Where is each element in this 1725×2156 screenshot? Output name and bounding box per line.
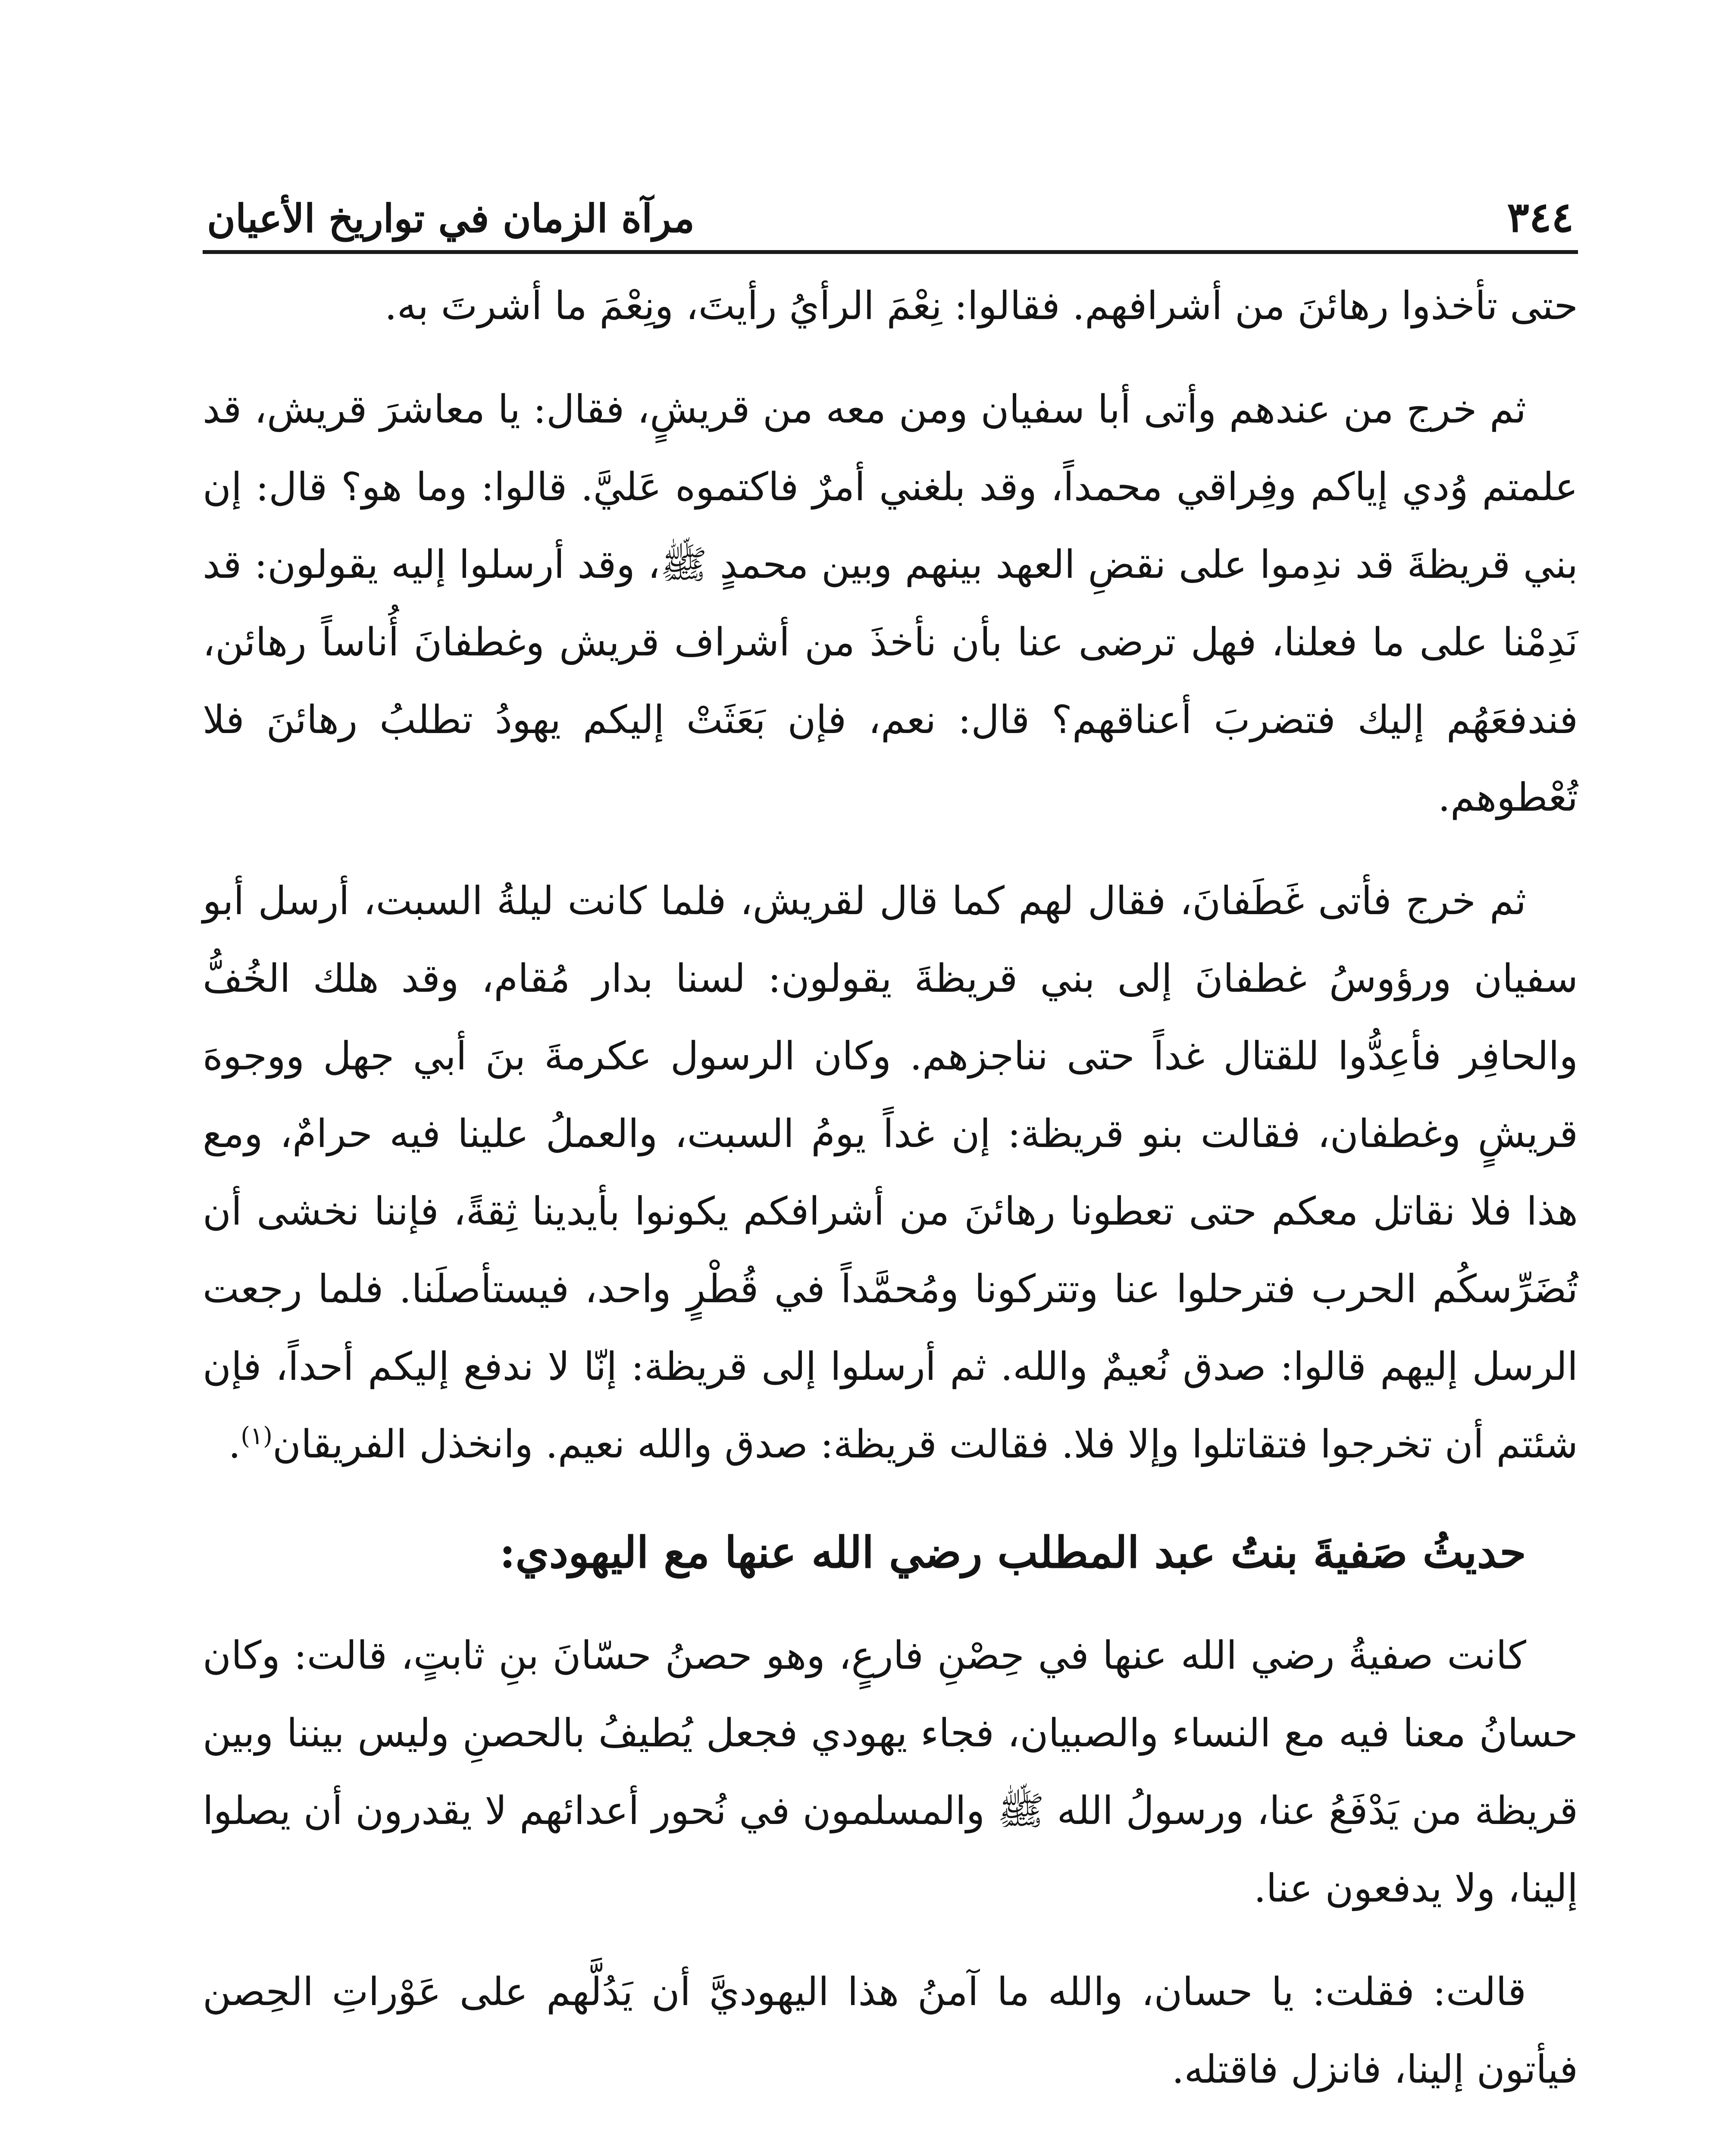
paragraph-3-end: . bbox=[228, 1422, 241, 1467]
paragraph-1: حتى تأخذوا رهائنَ من أشرافهم. فقالوا: نِعْمَ الرأيُ رأيتَ، ونِعْمَ ما أشرتَ به. bbox=[385, 283, 1578, 329]
page-header bbox=[203, 164, 1578, 254]
running-title: مرآة الزمان في تواريخ الأعيان bbox=[207, 196, 695, 241]
paragraph-3 bbox=[203, 862, 1578, 1483]
book-page bbox=[203, 164, 1578, 2156]
paragraph-4: كانت صفيةُ رضي الله عنها في حِصْنِ فارعٍ، وهو حصنُ حسّانَ بنِ ثابتٍ، قالت: وكان حسانُ معنا فيه مع النساء والصبيان، فجاء يهودي فجعل يُطيفُ بالحصنِ وليس بيننا وبين قريظة من يَدْفَعُ عنا، ورسولُ الله ﷺ والمسلمون في نُحور أعدائهم لا يقدرون أن يصلوا إلينا، ولا يدفعون عنا. bbox=[203, 1633, 1578, 1911]
paragraph-5: قالت: فقلت: يا حسان، والله ما آمنُ هذا اليهوديَّ أن يَدُلَّهم على عَوْراتِ الحِصن فيأتون إلينا، فانزل فاقتله. bbox=[203, 1969, 1578, 2092]
footnote-reference: (١) bbox=[241, 1422, 273, 1450]
page-body bbox=[203, 267, 1578, 2134]
section-heading: حديثُ صَفيةَ بنتُ عبد المطلب رضي الله عنها مع اليهودي: bbox=[499, 1527, 1526, 1578]
page-number: ٣٤٤ bbox=[1507, 193, 1574, 241]
paragraph-3-text: ثم خرج فأتى غَطَفانَ، فقال لهم كما قال لقريش، فلما كانت ليلةُ السبت، أرسل أبو سفيان ورؤوسُ غطفانَ إلى بني قريظةَ يقولون: لسنا بدار مُقام، وقد هلك الخُفُّ والحافِر فأعِدُّوا للقتال غداً حتى نناجزهم. وكان الرسول عكرمةَ بنَ أبي جهل ووجوهَ قريشٍ وغطفان، فقالت بنو قريظة: إن غداً يومُ السبت، والعملُ علينا فيه حرامٌ، ومع هذا فلا نقاتل معكم حتى تعطونا رهائنَ من أشرافكم يكونوا بأيدينا ثِقةً، فإننا نخشى أن تُضَرِّسكُم الحرب فترحلوا عنا وتتركونا ومُحمَّداً في قُطْرٍ واحد، فيستأصلَنا. فلما رجعت الرسل إليهم قالوا: صدق نُعيمٌ والله. ثم أرسلوا إلى قريظة: إنّا لا ندفع إليكم أحداً، فإن شئتم أن تخرجوا فتقاتلوا وإلا فلا. فقالت قريظة: صدق والله نعيم. وانخذل الفريقان bbox=[203, 878, 1578, 1467]
paragraph-2: ثم خرج من عندهم وأتى أبا سفيان ومن معه من قريشٍ، فقال: يا معاشرَ قريش، قد علمتم وُدي إياكم وفِراقي محمداً، وقد بلغني أمرٌ فاكتموه عَليَّ. قالوا: وما هو؟ قال: إن بني قريظةَ قد ندِموا على نقضِ العهد بينهم وبين محمدٍ ﷺ، وقد أرسلوا إليه يقولون: قد نَدِمْنا على ما فعلنا، فهل ترضى عنا بأن نأخذَ من أشراف قريش وغطفانَ أُناساً رهائن، فندفعَهُم إليك فتضربَ أعناقهم؟ قال: نعم، فإن بَعَثَتْ إليكم يهودُ تطلبُ رهائنَ فلا تُعْطوهم. bbox=[203, 387, 1578, 820]
